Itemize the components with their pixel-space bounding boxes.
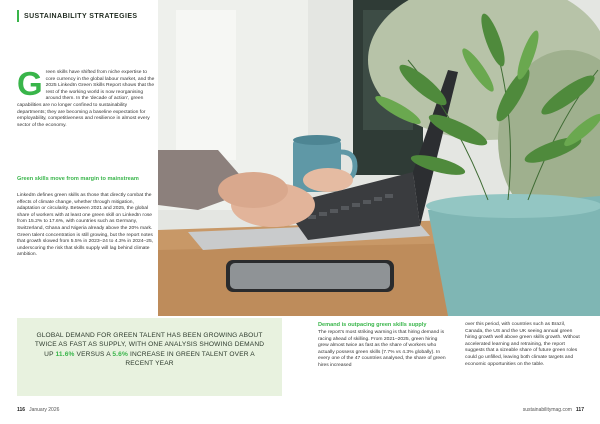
section-tag-label: SUSTAINABILITY STRATEGIES xyxy=(24,12,138,20)
folio-right xyxy=(523,407,584,413)
drop-cap: G xyxy=(17,65,43,102)
folio-left xyxy=(17,407,59,413)
body-column-2 xyxy=(318,322,446,370)
pull-quote-part-2: VERSUS A xyxy=(74,350,113,358)
page-number-left: 116 xyxy=(17,407,26,413)
photo-illustration xyxy=(158,0,600,316)
intro-paragraph xyxy=(17,65,157,129)
subheading-demand: Demand is outpacing green skills supply xyxy=(318,322,427,328)
intro-text: reen skills have shifted from niche expertise to core currency in the global labour market, and the 2025 LinkedIn Green Skills Report shows that the rest of the working world is now reorganising around them. In the 'decade of action', green capabilities are no longer confined to sustainability departments; they are becoming a baseline expectation for employability, competitiveness and resilience in almost every sector of the economy. xyxy=(17,70,155,128)
pull-quote-text xyxy=(31,331,268,369)
body-column-3: over this period, with countries such as Brazil, Canada, the US and the UK seeing annual green hiring growth well above green skills growth. Without accelerated learning and retraining, the report suggests that a sizeable share of future green roles could go unfilled, leaving both climate targets and economic opportunities on the table. xyxy=(465,322,580,367)
page-number-right: 117 xyxy=(575,407,584,413)
pull-quote-part-1: GLOBAL DEMAND FOR GREEN TALENT HAS BEEN GROWING ABOUT TWICE AS FAST AS SUPPLY, WITH ONE ANALYSIS SHOWING DEMAND UP xyxy=(34,332,265,358)
body-paragraph-1: LinkedIn defines green skills as those that directly combat the effects of climate change, whether through mitigation, adaptation or circularity. Between 2021 and 2025, the global share of workers with at least one green skill on LinkedIn rose from 15.2% to 17.6%, with countries such as Germany, Switzerland, Ghana and Nigeria already above the 20% mark. Green talent concentration is still growing, but the report notes that growth slowed from 5.5% in 2023–24 to 4.3% in 2024–25, underscoring the risk that skills supply will lag behind climate ambition. xyxy=(17,193,154,258)
section-tag-bar xyxy=(17,10,19,22)
pull-quote-part-3: INCREASE IN GREEN TALENT OVER A RECENT YEAR xyxy=(125,350,255,368)
pull-quote-value-demand: 11.6% xyxy=(55,350,75,358)
pull-quote-value-supply: 5.6% xyxy=(112,350,128,358)
pull-quote xyxy=(17,318,282,396)
body-paragraph-2: The report's most striking warning is that hiring demand is racing ahead of skilling. From 2021–2025, green hiring grew almost twice as fast as the share of workers who actually possess green skills (7.7% vs 4.3% globally). In every one of the 47 countries analysed, the share of green hires increased xyxy=(318,330,446,368)
site-url: sustainabilitymag.com xyxy=(522,407,572,413)
issue-date: January 2026 xyxy=(29,407,60,413)
subheading-green-skills: Green skills move from margin to mainstream xyxy=(17,176,139,182)
hero-photo xyxy=(158,0,600,316)
section-tag xyxy=(17,10,137,22)
